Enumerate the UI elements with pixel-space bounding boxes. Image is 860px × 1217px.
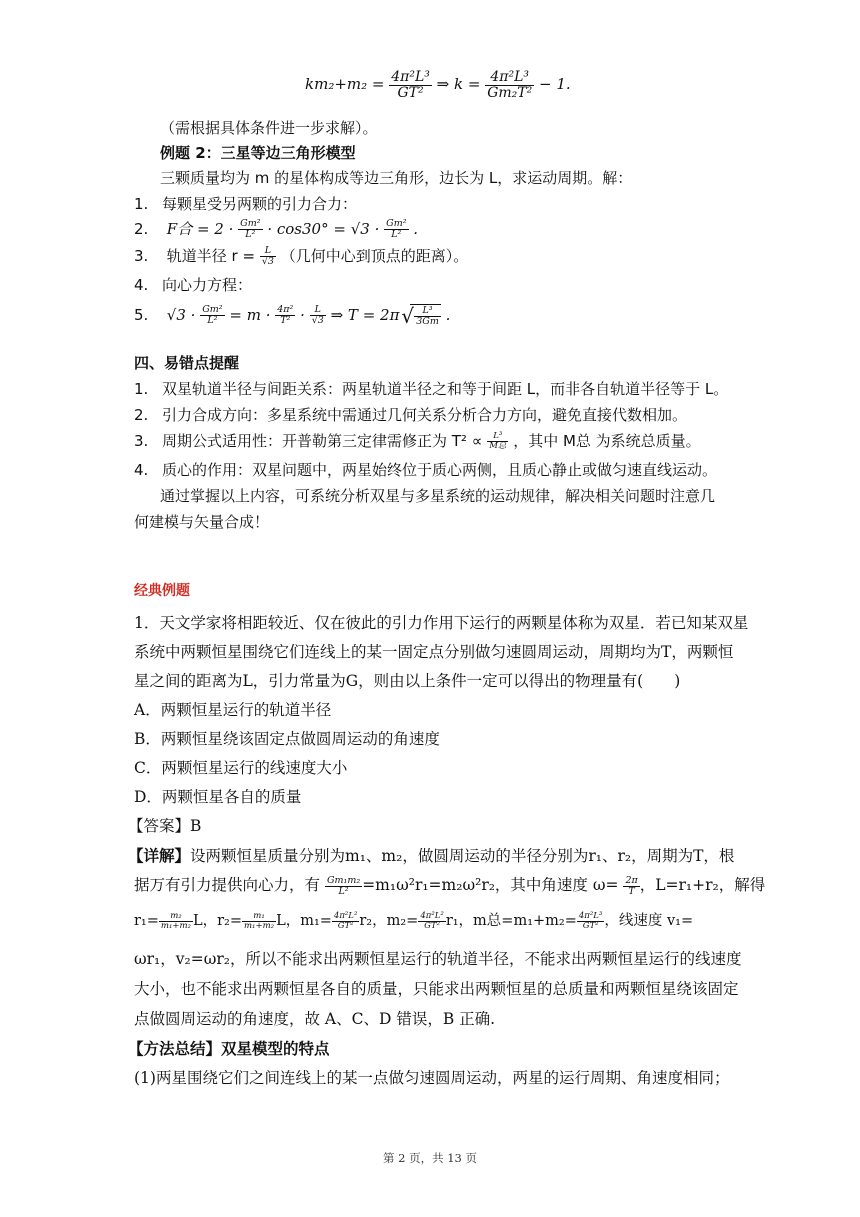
detail-line-2: 据万有引力提供向心力，有 $\frac{\text{Gm₁m₂}}{\text{L²}}$ =m₁ω²r₁=m₂ω²r₂，其中角速度 ω= $\frac{2\pi}{T}$ ，L=r₁+r₂，解得 xyxy=(134,874,766,897)
example2-prompt: 三颗质量均为 m 的星体构成等边三角形，边长为 L，求运动周期。解： xyxy=(160,169,633,187)
summary-line-1: 通过掌握以上内容，可系统分析双星与多星系统的运动规律，解决相关问题时注意几 xyxy=(160,487,716,505)
method-line-1: (1)两星围绕它们之间连线上的某一点做匀速圆周运动，两星的运行周期、角速度相同； xyxy=(134,1069,730,1087)
pitfall-1: 1. 双星轨道半径与间距关系：两星轨道半径之和等于间距 L，而非各自轨道半径等于 L。 xyxy=(134,380,729,398)
detail-line-1: 【详解】设两颗恒星质量分别为m₁、m₂，做圆周运动的半径分别为r₁、r₂，周期为T，根 xyxy=(128,846,735,865)
classic-heading: 经典例题 xyxy=(134,583,190,599)
sqrt-symbol: √ $\frac{\text{L³}}{3Gm}$ xyxy=(401,304,439,328)
note-text: （需根据具体条件进一步求解）。 xyxy=(160,119,378,137)
pitfall-3: 3. 周期公式适用性：开普勒第三定律需修正为 T² ∝ $\frac{\text{L³}}{\text{M总}}$ ，其中 M总 为系统总质量。 xyxy=(134,431,701,451)
fraction: $\frac{\text{4π²L³}}{\text{GT²}}$ xyxy=(391,69,430,101)
top-formula: km₂+m₂ = $\frac{\text{4π²L³}}{\text{GT²}}$ ⇒ k = $\frac{\text{4π²L³}}{\text{Gm₂T²}}$ − 1. xyxy=(305,69,571,101)
question-line-2: 系统中两颗恒星围绕它们连线上的某一固定点分别做匀速圆周运动，周期均为T，两颗恒 xyxy=(134,643,734,661)
fraction: $\frac{\text{4π²L³}}{\text{Gm₂T²}}$ xyxy=(487,69,533,101)
step-3: 3. 轨道半径 r = $\frac{L}{√3}$ （几何中心到顶点的距离）。 xyxy=(134,245,469,267)
detail-line-3: r₁= $\frac{\text{m₂}}{\text{m₁+m₂}}$ L，r₂= $\frac{\text{m₁}}{\text{m₁+m₂}}$ L，m₁= $\frac{\text{4π²L²}}{\text{GT²}}$ r₂，m₂= $\frac{\text{4π²L²}}{\text{GT²}}$ r₁，m总=m₁+m₂= $\frac{\text{4π²L³}}{\text{GT²}}$ ，线速度 v₁= xyxy=(134,910,694,931)
example2-title: 例题 2：三星等边三角形模型 xyxy=(160,144,356,162)
pitfall-4: 4. 质心的作用：双星问题中，两星始终位于质心两侧，且质心静止或做匀速直线运动。 xyxy=(134,461,718,479)
option-c: C．两颗恒星运行的线速度大小 xyxy=(134,759,348,777)
pitfall-2: 2. 引力合成方向：多星系统中需通过几何关系分析合力方向，避免直接代数相加。 xyxy=(134,406,688,424)
question-line-3: 星之间的距离为L，引力常量为G，则由以上条件一定可以得出的物理量有( ) xyxy=(134,672,681,690)
section4-title: 四、易错点提醒 xyxy=(134,354,240,372)
step-1: 1. 每颗星受另两颗的引力合力： xyxy=(134,195,358,213)
step-4: 4. 向心力方程： xyxy=(134,276,253,294)
answer: 【答案】B xyxy=(128,817,202,835)
step-2: 2. F合 = 2 · $\frac{\text{Gm²}}{\text{L²}}$ · cos30° = √3 · $\frac{\text{Gm²}}{\text{L²}}$ . xyxy=(134,218,419,240)
page-footer: 第 2 页，共 13 页 xyxy=(382,1151,478,1165)
detail-line-4: ωr₁，v₂=ωr₂，所以不能求出两颗恒星运行的轨道半径，不能求出两颗恒星运行的线速度 xyxy=(134,950,742,968)
method-summary: 【方法总结】双星模型的特点 xyxy=(128,1039,330,1058)
option-d: D．两颗恒星各自的质量 xyxy=(134,788,302,806)
option-b: B．两颗恒星绕该固定点做圆周运动的角速度 xyxy=(134,730,440,748)
question-line-1: 1．天文学家将相距较近、仅在彼此的引力作用下运行的两颗星体称为双星．若已知某双星 xyxy=(134,614,749,632)
detail-line-6: 点做圆周运动的角速度，故 A、C、D 错误，B 正确. xyxy=(134,1010,496,1028)
summary-line-2: 何建模与矢量合成！ xyxy=(134,513,270,531)
step-5: 5. √3 · $\frac{\text{Gm²}}{\text{L²}}$ = m · $\frac{\text{4π²}}{\text{T²}}$ · $\frac{L}{√3}$ ⇒ T = 2π √ $\frac{\text{L³}}{3Gm}$ . xyxy=(134,304,451,328)
detail-line-5: 大小，也不能求出两颗恒星各自的质量，只能求出两颗恒星的总质量和两颗恒星绕该固定 xyxy=(134,980,739,998)
option-a: A．两颗恒星运行的轨道半径 xyxy=(134,701,332,719)
